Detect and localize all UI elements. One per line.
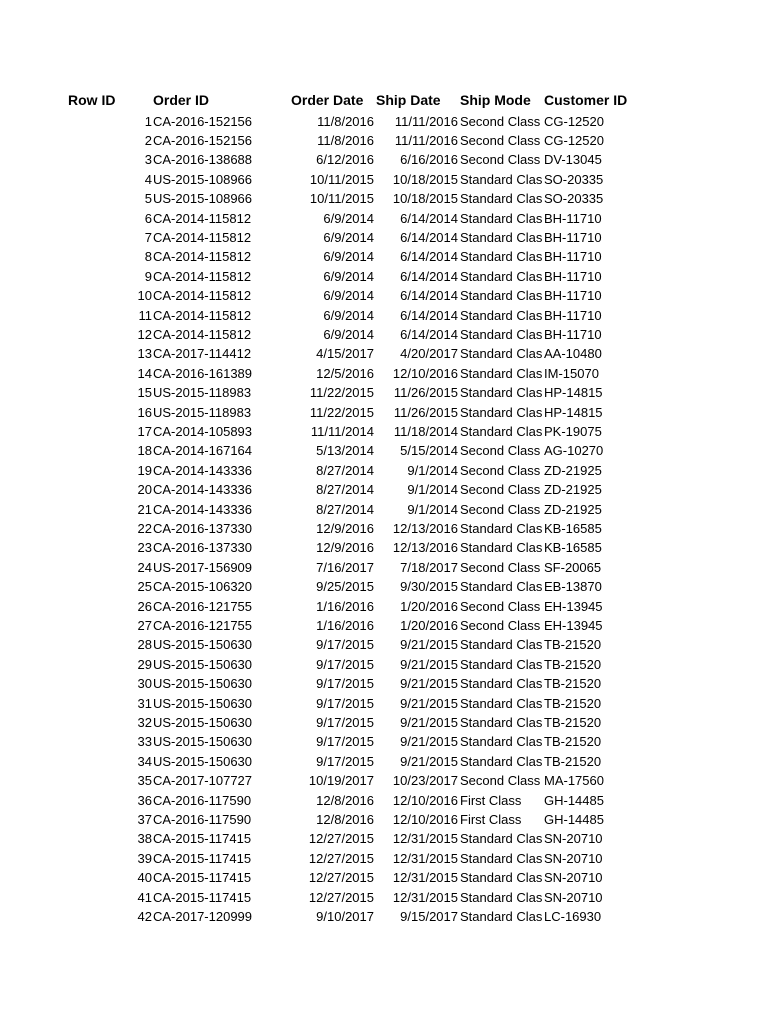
cell-order-id: CA-2014-167164 — [153, 443, 253, 459]
cell-customer-id: IM-15070 — [544, 365, 599, 381]
cell-ship-date: 6/14/2014 — [400, 326, 458, 342]
cell-order-id: US-2015-150630 — [153, 676, 253, 692]
cell-ship-date: 12/10/2016 — [392, 792, 458, 808]
cell-customer-id: BH-11710 — [544, 326, 602, 342]
cell-customer-id: SN-20710 — [544, 870, 603, 886]
cell-ship-mode: Standard Clas — [460, 831, 543, 847]
cell-ship-date: 4/20/2017 — [400, 346, 458, 362]
cell-order-date: 9/25/2015 — [316, 579, 374, 595]
cell-ship-date: 9/21/2015 — [400, 656, 458, 672]
cell-ship-mode: Standard Clas — [460, 637, 543, 653]
cell-order-date: 6/12/2016 — [316, 152, 374, 168]
cell-order-date: 6/9/2014 — [323, 307, 374, 323]
cell-ship-mode: Second Class — [460, 113, 541, 129]
cell-row-id: 23 — [137, 540, 152, 556]
cell-order-date: 10/19/2017 — [308, 773, 374, 789]
cell-ship-date: 9/21/2015 — [400, 714, 458, 730]
cell-ship-date: 9/1/2014 — [407, 462, 458, 478]
cell-ship-date: 9/30/2015 — [400, 579, 458, 595]
cell-ship-mode: Standard Clas — [460, 753, 543, 769]
cell-customer-id: MA-17560 — [544, 773, 604, 789]
cell-ship-mode: Standard Clas — [460, 229, 543, 245]
cell-order-id: CA-2014-105893 — [153, 423, 253, 439]
cell-customer-id: SO-20335 — [544, 171, 604, 187]
cell-customer-id: SN-20710 — [544, 889, 603, 905]
cell-customer-id: SN-20710 — [544, 831, 603, 847]
cell-order-id: CA-2015-117415 — [153, 831, 252, 847]
cell-ship-mode: Second Class — [460, 132, 541, 148]
cell-order-date: 12/8/2016 — [316, 811, 374, 827]
cell-row-id: 9 — [144, 268, 152, 284]
cell-ship-date: 12/31/2015 — [392, 870, 458, 886]
cell-ship-mode: Standard Clas — [460, 288, 543, 304]
cell-row-id: 29 — [137, 656, 152, 672]
cell-row-id: 12 — [137, 326, 152, 342]
cell-order-id: US-2015-150630 — [153, 753, 253, 769]
cell-order-date: 8/27/2014 — [316, 462, 374, 478]
cell-row-id: 35 — [137, 773, 152, 789]
cell-ship-date: 9/1/2014 — [407, 501, 458, 517]
cell-row-id: 27 — [137, 617, 152, 633]
cell-order-date: 6/9/2014 — [323, 249, 374, 265]
cell-ship-date: 5/15/2014 — [400, 443, 458, 459]
cell-row-id: 33 — [137, 734, 152, 750]
cell-order-id: CA-2016-161389 — [153, 365, 253, 381]
cell-ship-mode: Second Class — [460, 152, 541, 168]
cell-row-id: 39 — [137, 850, 152, 866]
header-ship-date: Ship Date — [376, 92, 441, 108]
cell-ship-mode: Standard Clas — [460, 326, 543, 342]
cell-customer-id: AA-10480 — [544, 346, 602, 362]
cell-row-id: 2 — [144, 132, 152, 148]
cell-ship-mode: Standard Clas — [460, 579, 543, 595]
cell-ship-mode: Standard Clas — [460, 540, 543, 556]
cell-ship-mode: Second Class — [460, 501, 541, 517]
cell-customer-id: EH-13945 — [544, 598, 603, 614]
cell-ship-mode: Standard Clas — [460, 870, 543, 886]
cell-ship-mode: Standard Clas — [460, 249, 543, 265]
cell-order-date: 12/27/2015 — [308, 850, 374, 866]
cell-ship-mode: Standard Clas — [460, 695, 543, 711]
cell-order-date: 11/22/2015 — [309, 385, 374, 401]
cell-row-id: 1 — [144, 113, 152, 129]
cell-order-date: 12/8/2016 — [316, 792, 374, 808]
cell-ship-date: 9/21/2015 — [400, 637, 458, 653]
cell-order-id: US-2015-118983 — [153, 404, 252, 420]
cell-order-date: 10/11/2015 — [309, 191, 374, 207]
cell-order-date: 12/27/2015 — [308, 889, 374, 905]
cell-order-id: CA-2016-137330 — [153, 520, 253, 536]
cell-order-id: CA-2015-106320 — [153, 579, 253, 595]
cell-customer-id: ZD-21925 — [544, 482, 602, 498]
cell-row-id: 28 — [137, 637, 152, 653]
cell-ship-mode: Standard Clas — [460, 734, 543, 750]
header-order-date: Order Date — [291, 92, 364, 108]
cell-order-date: 1/16/2016 — [316, 617, 374, 633]
header-customer-id: Customer ID — [544, 92, 628, 108]
cell-row-id: 41 — [137, 889, 152, 905]
cell-ship-mode: Second Class — [460, 559, 541, 575]
cell-row-id: 26 — [137, 598, 152, 614]
cell-order-date: 11/22/2015 — [309, 404, 374, 420]
cell-ship-date: 11/11/2016 — [394, 132, 458, 148]
cell-customer-id: SF-20065 — [544, 559, 602, 575]
cell-ship-date: 12/31/2015 — [392, 850, 458, 866]
cell-ship-date: 10/18/2015 — [392, 171, 458, 187]
cell-order-date: 4/15/2017 — [316, 346, 374, 362]
cell-order-id: CA-2017-107727 — [153, 773, 253, 789]
cell-customer-id: BH-11710 — [544, 229, 602, 245]
cell-order-date: 12/9/2016 — [316, 520, 374, 536]
cell-order-date: 10/11/2015 — [309, 171, 374, 187]
cell-row-id: 4 — [144, 171, 152, 187]
cell-customer-id: AG-10270 — [544, 443, 604, 459]
cell-order-date: 9/17/2015 — [316, 714, 374, 730]
cell-ship-mode: Standard Clas — [460, 210, 543, 226]
cell-ship-mode: Standard Clas — [460, 307, 543, 323]
cell-ship-date: 7/18/2017 — [400, 559, 458, 575]
cell-ship-mode: Standard Clas — [460, 423, 543, 439]
cell-order-id: CA-2016-152156 — [153, 132, 253, 148]
cell-row-id: 3 — [144, 152, 152, 168]
cell-row-id: 40 — [137, 870, 152, 886]
cell-row-id: 18 — [137, 443, 152, 459]
cell-ship-mode: Standard Clas — [460, 385, 543, 401]
cell-order-date: 11/8/2016 — [317, 132, 374, 148]
cell-row-id: 5 — [144, 191, 152, 207]
cell-ship-date: 11/18/2014 — [393, 423, 458, 439]
cell-customer-id: GH-14485 — [544, 811, 604, 827]
cell-order-id: US-2015-150630 — [153, 656, 253, 672]
cell-ship-date: 10/18/2015 — [392, 191, 458, 207]
cell-row-id: 30 — [137, 676, 152, 692]
cell-ship-date: 6/14/2014 — [400, 307, 458, 323]
cell-ship-mode: Standard Clas — [460, 714, 543, 730]
cell-ship-mode: Standard Clas — [460, 520, 543, 536]
cell-ship-mode: Second Class — [460, 773, 541, 789]
cell-ship-date: 1/20/2016 — [400, 617, 458, 633]
cell-customer-id: TB-21520 — [544, 734, 602, 750]
cell-order-id: CA-2014-115812 — [153, 307, 252, 323]
header-row-id: Row ID — [68, 92, 116, 108]
cell-row-id: 11 — [138, 307, 152, 323]
cell-customer-id: TB-21520 — [544, 656, 602, 672]
cell-ship-mode: Standard Clas — [460, 908, 543, 924]
cell-ship-date: 9/15/2017 — [400, 908, 458, 924]
cell-order-date: 7/16/2017 — [316, 559, 374, 575]
cell-order-id: CA-2014-115812 — [153, 229, 252, 245]
cell-customer-id: PK-19075 — [544, 423, 602, 439]
cell-customer-id: EH-13945 — [544, 617, 603, 633]
cell-customer-id: HP-14815 — [544, 404, 603, 420]
cell-ship-mode: Second Class — [460, 482, 541, 498]
cell-order-id: CA-2014-115812 — [153, 268, 252, 284]
cell-ship-mode: Standard Clas — [460, 656, 543, 672]
cell-order-id: CA-2014-115812 — [153, 249, 252, 265]
cell-order-id: CA-2015-117415 — [153, 870, 252, 886]
cell-row-id: 16 — [137, 404, 152, 420]
cell-ship-date: 12/13/2016 — [392, 540, 458, 556]
cell-ship-date: 6/14/2014 — [400, 210, 458, 226]
cell-order-id: US-2015-150630 — [153, 714, 253, 730]
cell-order-date: 6/9/2014 — [323, 268, 374, 284]
cell-customer-id: BH-11710 — [544, 249, 602, 265]
cell-ship-mode: Second Class — [460, 617, 541, 633]
cell-customer-id: ZD-21925 — [544, 462, 602, 478]
cell-ship-date: 12/10/2016 — [392, 365, 458, 381]
cell-row-id: 21 — [137, 501, 152, 517]
cell-ship-date: 6/14/2014 — [400, 288, 458, 304]
cell-order-id: CA-2014-143336 — [153, 482, 253, 498]
cell-ship-mode: First Class — [460, 792, 522, 808]
cell-customer-id: EB-13870 — [544, 579, 602, 595]
cell-order-id: CA-2014-143336 — [153, 501, 253, 517]
cell-ship-date: 9/1/2014 — [407, 482, 458, 498]
cell-order-date: 12/27/2015 — [308, 831, 374, 847]
cell-ship-date: 11/26/2015 — [393, 404, 458, 420]
cell-order-date: 8/27/2014 — [316, 482, 374, 498]
cell-order-id: US-2015-118983 — [153, 385, 252, 401]
cell-order-id: CA-2016-137330 — [153, 540, 253, 556]
cell-customer-id: ZD-21925 — [544, 501, 602, 517]
cell-order-id: CA-2015-117415 — [153, 850, 252, 866]
cell-customer-id: KB-16585 — [544, 520, 602, 536]
cell-customer-id: SN-20710 — [544, 850, 603, 866]
cell-ship-mode: Standard Clas — [460, 346, 543, 362]
cell-customer-id: TB-21520 — [544, 753, 602, 769]
cell-order-id: CA-2016-117590 — [153, 792, 252, 808]
cell-ship-mode: Standard Clas — [460, 171, 543, 187]
cell-row-id: 38 — [137, 831, 152, 847]
header-order-id: Order ID — [153, 92, 210, 108]
cell-order-date: 1/16/2016 — [316, 598, 374, 614]
cell-customer-id: CG-12520 — [544, 132, 604, 148]
cell-order-id: CA-2016-121755 — [153, 617, 253, 633]
cell-ship-date: 11/26/2015 — [393, 385, 458, 401]
cell-customer-id: BH-11710 — [544, 288, 602, 304]
cell-row-id: 13 — [137, 346, 152, 362]
cell-ship-mode: Standard Clas — [460, 676, 543, 692]
cell-ship-date: 12/31/2015 — [392, 831, 458, 847]
cell-customer-id: TB-21520 — [544, 714, 602, 730]
cell-order-id: CA-2015-117415 — [153, 889, 252, 905]
cell-order-date: 12/9/2016 — [316, 540, 374, 556]
cell-order-date: 9/17/2015 — [316, 676, 374, 692]
cell-order-date: 12/5/2016 — [316, 365, 374, 381]
cell-order-id: US-2015-150630 — [153, 734, 253, 750]
cell-row-id: 22 — [137, 520, 152, 536]
cell-order-id: CA-2016-121755 — [153, 598, 253, 614]
cell-customer-id: DV-13045 — [544, 152, 602, 168]
cell-customer-id: BH-11710 — [544, 210, 602, 226]
cell-order-date: 9/17/2015 — [316, 656, 374, 672]
cell-order-date: 9/17/2015 — [316, 695, 374, 711]
cell-ship-mode: Standard Clas — [460, 404, 543, 420]
cell-row-id: 17 — [137, 423, 152, 439]
cell-order-date: 6/9/2014 — [323, 229, 374, 245]
cell-order-date: 11/8/2016 — [317, 113, 374, 129]
cell-order-date: 9/17/2015 — [316, 753, 374, 769]
cell-row-id: 8 — [144, 249, 152, 265]
cell-row-id: 10 — [137, 288, 152, 304]
cell-row-id: 6 — [144, 210, 152, 226]
cell-ship-mode: Second Class — [460, 462, 541, 478]
cell-order-id: US-2015-150630 — [153, 637, 253, 653]
cell-row-id: 34 — [137, 753, 152, 769]
cell-ship-date: 9/21/2015 — [400, 695, 458, 711]
cell-customer-id: SO-20335 — [544, 191, 604, 207]
cell-order-id: US-2017-156909 — [153, 559, 253, 575]
cell-ship-mode: Standard Clas — [460, 268, 543, 284]
cell-row-id: 20 — [137, 482, 152, 498]
cell-customer-id: GH-14485 — [544, 792, 604, 808]
cell-ship-mode: Standard Clas — [460, 191, 543, 207]
cell-customer-id: LC-16930 — [544, 908, 602, 924]
cell-ship-mode: Second Class — [460, 598, 541, 614]
cell-row-id: 15 — [137, 385, 152, 401]
cell-order-id: CA-2017-114412 — [153, 346, 252, 362]
cell-ship-date: 6/14/2014 — [400, 268, 458, 284]
cell-row-id: 25 — [137, 579, 152, 595]
cell-order-id: US-2015-108966 — [153, 191, 253, 207]
cell-ship-date: 9/21/2015 — [400, 734, 458, 750]
cell-customer-id: TB-21520 — [544, 676, 602, 692]
cell-ship-mode: Standard Clas — [460, 365, 543, 381]
cell-ship-date: 6/14/2014 — [400, 249, 458, 265]
cell-order-id: CA-2016-152156 — [153, 113, 253, 129]
cell-order-id: CA-2014-115812 — [153, 326, 252, 342]
cell-row-id: 14 — [137, 365, 152, 381]
cell-ship-date: 12/10/2016 — [392, 811, 458, 827]
cell-ship-date: 10/23/2017 — [392, 773, 458, 789]
cell-order-date: 9/10/2017 — [316, 908, 374, 924]
cell-customer-id: TB-21520 — [544, 637, 602, 653]
cell-order-date: 12/27/2015 — [308, 870, 374, 886]
cell-order-id: CA-2016-117590 — [153, 811, 252, 827]
cell-order-date: 9/17/2015 — [316, 637, 374, 653]
cell-order-id: US-2015-108966 — [153, 171, 253, 187]
cell-order-id: CA-2017-120999 — [153, 908, 253, 924]
cell-ship-date: 12/31/2015 — [392, 889, 458, 905]
cell-ship-mode: Second Class — [460, 443, 541, 459]
cell-order-date: 11/11/2014 — [310, 423, 374, 439]
cell-row-id: 42 — [137, 908, 152, 924]
cell-order-id: CA-2016-138688 — [153, 152, 253, 168]
cell-row-id: 36 — [137, 792, 152, 808]
cell-row-id: 7 — [144, 229, 152, 245]
cell-customer-id: TB-21520 — [544, 695, 602, 711]
cell-ship-date: 9/21/2015 — [400, 676, 458, 692]
cell-order-date: 6/9/2014 — [323, 288, 374, 304]
cell-ship-mode: First Class — [460, 811, 522, 827]
cell-order-date: 8/27/2014 — [316, 501, 374, 517]
cell-order-id: CA-2014-115812 — [153, 210, 252, 226]
cell-ship-mode: Standard Clas — [460, 889, 543, 905]
cell-ship-date: 6/16/2016 — [400, 152, 458, 168]
cell-order-id: CA-2014-115812 — [153, 288, 252, 304]
cell-customer-id: KB-16585 — [544, 540, 602, 556]
cell-order-date: 5/13/2014 — [316, 443, 374, 459]
cell-customer-id: HP-14815 — [544, 385, 603, 401]
cell-row-id: 31 — [137, 695, 152, 711]
cell-order-date: 6/9/2014 — [323, 326, 374, 342]
header-ship-mode: Ship Mode — [460, 92, 531, 108]
cell-order-date: 6/9/2014 — [323, 210, 374, 226]
cell-order-date: 9/17/2015 — [316, 734, 374, 750]
cell-ship-date: 12/13/2016 — [392, 520, 458, 536]
cell-ship-date: 9/21/2015 — [400, 753, 458, 769]
cell-row-id: 32 — [137, 714, 152, 730]
cell-row-id: 19 — [137, 462, 152, 478]
cell-order-id: CA-2014-143336 — [153, 462, 253, 478]
cell-ship-date: 6/14/2014 — [400, 229, 458, 245]
cell-customer-id: BH-11710 — [544, 268, 602, 284]
cell-customer-id: BH-11710 — [544, 307, 602, 323]
cell-ship-mode: Standard Clas — [460, 850, 543, 866]
cell-row-id: 24 — [137, 559, 152, 575]
cell-order-id: US-2015-150630 — [153, 695, 253, 711]
cell-ship-date: 11/11/2016 — [394, 113, 458, 129]
cell-ship-date: 1/20/2016 — [400, 598, 458, 614]
cell-row-id: 37 — [137, 811, 152, 827]
cell-customer-id: CG-12520 — [544, 113, 604, 129]
